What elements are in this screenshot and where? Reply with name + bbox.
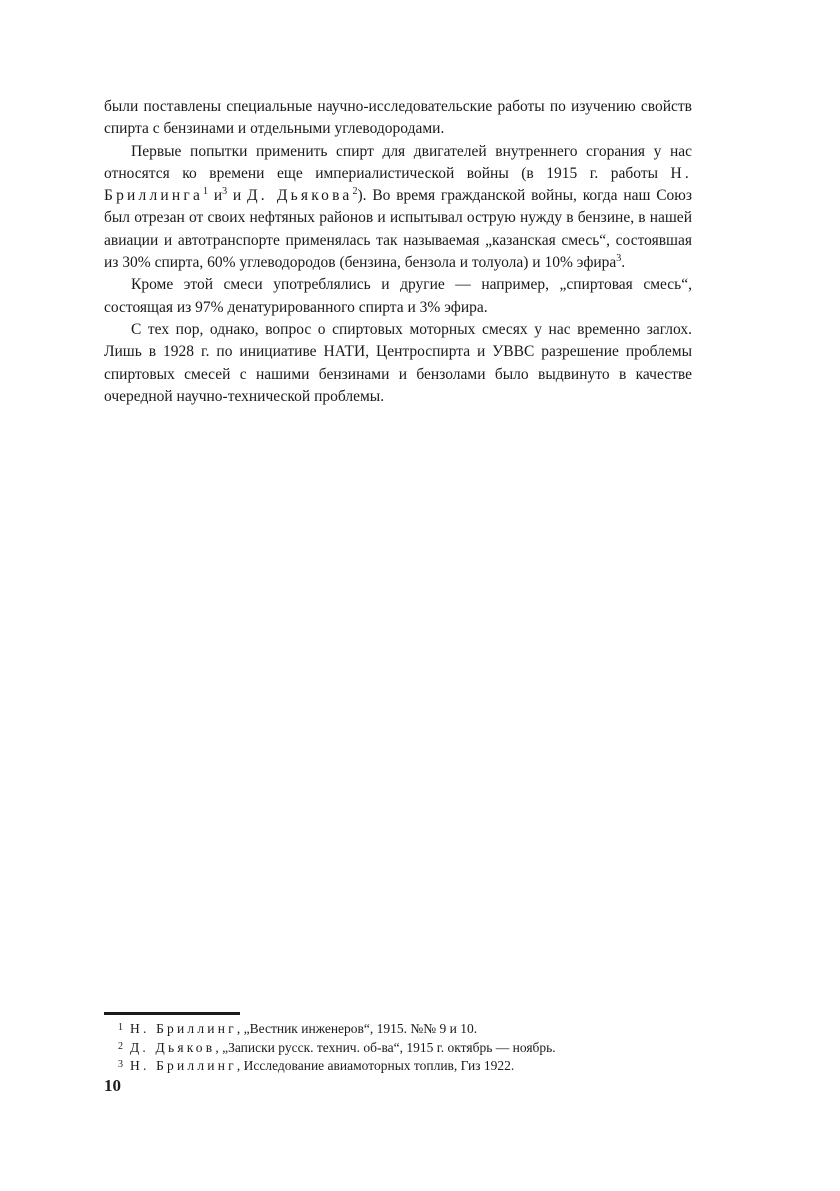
- footnote-2: [104, 1038, 704, 1057]
- footnotes: [104, 1012, 704, 1075]
- footnote-mark-2: 2: [118, 1040, 123, 1052]
- footnote-ref-1: 1: [203, 186, 209, 198]
- footnote-1: [104, 1019, 704, 1038]
- page-number: 10: [104, 1076, 121, 1095]
- footnote-text-2: , „Записки русск. технич. об-ва“, 1915 г. октябрь — ноябрь.: [215, 1039, 556, 1055]
- paragraph-4-text: С тех пор, однако, вопрос о спиртовых моторных смесях у нас временно заглох. Лишь в 1928 г. по инициативе НАТИ, Центроспирта и УВВС разрешение проблемы спиртовых смесей с нашими бензинами и бензолами было выдвинуто в качестве очередной научно-технической проблемы.: [104, 320, 692, 405]
- footnote-3: [104, 1056, 704, 1075]
- paragraph-1: [104, 96, 692, 141]
- paragraph-3-text: Кроме этой смеси употреблялись и другие — например, „спиртовая смесь“, состоящая из 97% денатурированного спирта и 3% эфира.: [104, 276, 692, 316]
- paragraph-2-text-b: и: [208, 187, 223, 205]
- footnote-author-1: Н. Бриллинг: [130, 1021, 237, 1036]
- paragraph-4: [104, 319, 692, 408]
- footnote-text-1: , „Вестник инженеров“, 1915. №№ 9 и 10.: [236, 1021, 478, 1036]
- paragraph-2-text-c: и: [227, 187, 247, 205]
- paragraph-2-text-a: Первые попытки применить спирт для двигателей внутреннего сгорания у нас относятся ко времени еще империалистической войны (в 1915 г. работы: [104, 142, 692, 182]
- footnote-ref-2: 2: [352, 186, 358, 198]
- paragraph-2-text-e: .: [621, 254, 626, 272]
- paragraph-2: [104, 141, 692, 275]
- paragraph-3: [104, 274, 692, 319]
- author-name-dyakov: Д. Дьякова: [247, 187, 353, 205]
- footnote-mark-1: 1: [118, 1022, 123, 1033]
- footnote-ref-3b: 3: [616, 252, 622, 264]
- paragraph-1-text: были поставлены специальные научно-исследовательские работы по изучению свойств спирта с бензинами и отдельными углеводородами.: [104, 98, 692, 138]
- footnote-author-2: Д. Дьяков: [130, 1039, 216, 1055]
- main-text: [104, 96, 692, 408]
- footnote-author-3: Н. Бриллинг: [130, 1058, 237, 1073]
- paragraph-2-text-d: ). Во время гражданской войны, когда наш Союз был отрезан от своих нефтяных районов и испытывал острую нужду в бензине, в нашей авиации и автотранспорте применялась так называемая „казанская смесь“, состоявшая из 30% спирта, 60% углеводородов (бензина, бензола и толуола) и 10% эфира: [104, 187, 693, 272]
- author-name-brilling: Н. Бриллинга: [104, 164, 692, 205]
- footnote-text-3: , Исследование авиамоторных топлив, Гиз 1922.: [236, 1058, 515, 1073]
- footnote-divider: [104, 1012, 240, 1015]
- footnote-mark-3: 3: [118, 1059, 123, 1070]
- footnote-ref-3: 3: [222, 186, 228, 198]
